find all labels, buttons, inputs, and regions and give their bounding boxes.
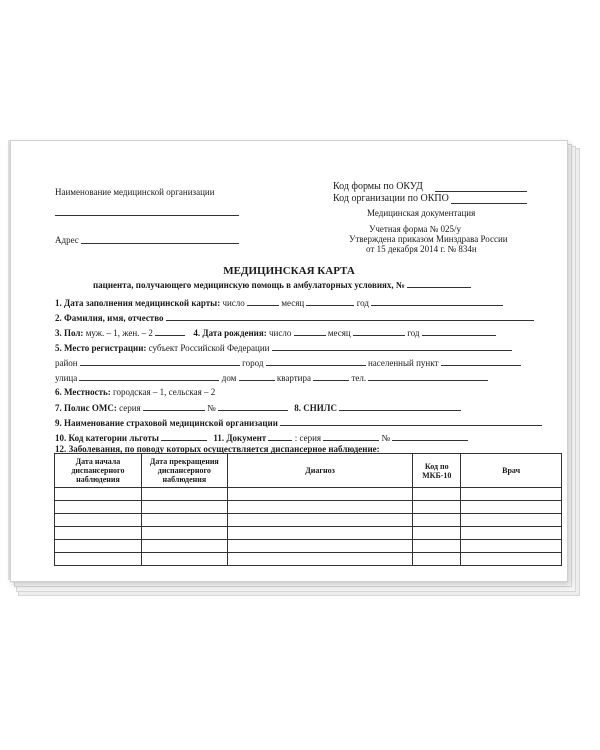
table-cell[interactable] [227,527,413,540]
col-icd10-code: Код по МКБ-10 [413,454,461,488]
field-8-input[interactable] [339,402,461,411]
field-4-year-input[interactable] [422,327,496,336]
okpo-label: Код организации по ОКПО [333,193,449,204]
field-4-month-input[interactable] [353,327,405,336]
table-cell[interactable] [141,527,227,540]
table-cell[interactable] [413,501,461,514]
field-11-label: 11. Документ [213,433,267,443]
field-2-label: 2. Фамилия, имя, отчество [55,313,164,323]
field-11-number-input[interactable] [392,432,468,441]
col-doctor: Врач [461,454,562,488]
field-5-city-input[interactable] [266,357,366,366]
field-5-street-label: улица [55,373,78,383]
approved-line1: Утверждена приказом Минздрава России [349,234,508,244]
field-1-year-label: год [356,298,369,308]
table-cell[interactable] [227,540,413,553]
table-cell[interactable] [413,514,461,527]
table-row [55,501,562,514]
field-4-year-label: год [407,328,420,338]
field-7-series-input[interactable] [143,402,205,411]
field-5-house-input[interactable] [239,372,275,381]
field-5-house-label: дом [221,373,237,383]
table-cell[interactable] [413,527,461,540]
field-5-city-label: город [242,358,264,368]
form-number: Учетная форма № 025/у [369,224,461,234]
field-5-row [55,342,512,354]
col-start-date: Дата начала диспансерного наблюдения [55,454,142,488]
table-cell[interactable] [227,488,413,501]
table-body [55,488,562,566]
field-9-input[interactable] [280,417,542,426]
org-name-field[interactable] [55,215,239,216]
table-cell[interactable] [461,540,562,553]
field-6-label: 6. Местность: [55,387,111,397]
col-diagnosis: Диагноз [227,454,413,488]
okud-label: Код формы по ОКУД [333,181,423,192]
table-cell[interactable] [55,553,142,566]
org-name-label: Наименование медицинской организации [55,187,215,197]
field-10-input[interactable] [161,432,207,441]
field-1-label: 1. Дата заполнения медицинской карты: [55,298,221,308]
address-field[interactable] [81,243,239,244]
field-5-district-label: район [55,358,78,368]
table-cell[interactable] [55,540,142,553]
field-5-phone-label: тел. [351,373,367,383]
field-5-subject-input[interactable] [272,342,512,351]
page-subtitle [93,279,471,291]
table-cell[interactable] [227,514,413,527]
table-header-row [55,454,562,488]
table-cell[interactable] [227,501,413,514]
field-5-row-3 [55,372,488,384]
field-3-options: муж. – 1, жен. – 2 [85,328,153,338]
field-5-label: 5. Место регистрации: [55,343,147,353]
field-4-month-label: месяц [327,328,351,338]
table-row [55,488,562,501]
field-5-settlement-input[interactable] [441,357,521,366]
table-cell[interactable] [141,514,227,527]
field-7-number-label: № [207,403,216,413]
field-9-label: 9. Наименование страховой медицинской организации [55,418,278,428]
field-12-label: 12. Заболевания, по поводу которых осуществляется диспансерное наблюдение: [55,444,380,454]
field-5-subject-label: субъект Российской Федерации [148,343,270,353]
subtitle-text: пациента, получающего медицинскую помощь в амбулаторных условиях, № [93,280,405,290]
card-number-field[interactable] [407,279,471,288]
field-11-number-label: № [381,433,391,443]
table-cell[interactable] [55,501,142,514]
table-row [55,540,562,553]
table-cell[interactable] [141,540,227,553]
field-3-label: 3. Пол: [55,328,84,338]
field-2-input[interactable] [166,312,534,321]
okud-field[interactable] [435,191,527,192]
address-label: Адрес [55,235,79,245]
field-1-day-label: число [222,298,245,308]
table-row [55,553,562,566]
field-4-day-input[interactable] [294,327,326,336]
field-3-4-row [55,327,496,339]
approved-line2: от 15 декабря 2014 г. № 834н [366,244,477,254]
field-7-number-input[interactable] [218,402,288,411]
field-5-apartment-label: квартира [276,373,311,383]
table-cell[interactable] [141,553,227,566]
okpo-field[interactable] [451,203,527,204]
field-10-11-row [55,432,468,444]
field-5-phone-input[interactable] [368,372,488,381]
table-row [55,514,562,527]
field-4-day-label: число [269,328,292,338]
page-title: МЕДИЦИНСКАЯ КАРТА [223,265,355,277]
field-1-month-label: месяц [281,298,305,308]
table-cell[interactable] [461,488,562,501]
field-1-year-input[interactable] [371,297,503,306]
field-1-day-input[interactable] [247,297,279,306]
field-8-label: 8. СНИЛС [294,403,337,413]
field-6-options: городская – 1, сельская – 2 [113,387,216,397]
field-7-series-label: серия [119,403,141,413]
field-7-label: 7. Полис ОМС: [55,403,117,413]
table-cell[interactable] [227,553,413,566]
table-cell[interactable] [413,553,461,566]
field-5-street-input[interactable] [79,372,219,381]
table-cell[interactable] [413,488,461,501]
field-6-row [55,387,215,398]
table-cell[interactable] [141,488,227,501]
table-row [55,527,562,540]
field-5-settlement-label: населенный пункт [367,358,439,368]
observation-table [54,453,562,566]
col-end-date: Дата прекращения диспансерного наблюдения [141,454,227,488]
table-cell[interactable] [461,553,562,566]
table-cell[interactable] [55,514,142,527]
field-10-label: 10. Код категории льготы [55,433,159,443]
field-7-8-row [55,402,461,414]
table-cell[interactable] [461,527,562,540]
field-1-month-input[interactable] [306,297,354,306]
field-5-district-input[interactable] [80,357,240,366]
medical-card-page [10,140,568,582]
table-cell[interactable] [55,488,142,501]
table-cell[interactable] [141,501,227,514]
field-9-row [55,417,542,429]
med-docs-label: Медицинская документация [367,208,476,218]
field-4-label: 4. Дата рождения: [193,328,267,338]
field-11-series-input[interactable] [323,432,379,441]
field-2-row [55,312,534,324]
table-cell[interactable] [461,514,562,527]
table-cell[interactable] [413,540,461,553]
field-3-input[interactable] [155,327,185,336]
field-5-apartment-input[interactable] [313,372,349,381]
field-1-row [55,297,503,309]
field-11-type-input[interactable] [268,432,292,441]
field-11-series-label: : серия [294,433,322,443]
table-cell[interactable] [461,501,562,514]
field-5-row-2 [55,357,521,369]
table-cell[interactable] [55,527,142,540]
